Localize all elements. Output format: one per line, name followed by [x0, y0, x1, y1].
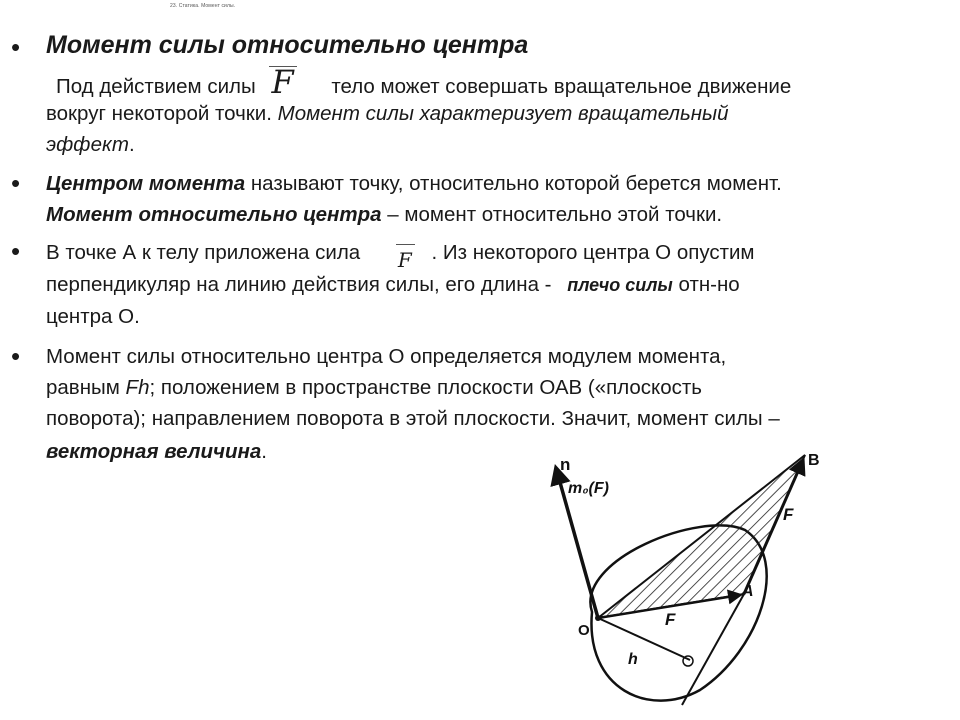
text-span: ; положением в пространстве плоскости ОАВ («плоскость — [149, 376, 702, 399]
label-n: n — [560, 455, 571, 474]
text-span: вокруг некоторой точки. — [46, 102, 272, 125]
label-h: h — [628, 651, 638, 668]
bold-italic-term: Момент относительно центра — [46, 203, 382, 226]
bullet-marker: • — [11, 236, 21, 266]
force-vector-symbol: F — [397, 248, 412, 272]
bold-italic-term: Центром момента — [46, 172, 246, 195]
paragraph-line — [46, 376, 702, 400]
text-span: . Из некоторого центра О опустим — [431, 241, 755, 264]
bold-italic-term: плечо силы — [567, 275, 673, 295]
perpendicular-h-line — [598, 618, 690, 660]
label-b: B — [808, 452, 820, 469]
right-angle-marker — [683, 656, 693, 666]
text-span: – момент относительно этой точки. — [387, 203, 723, 226]
text-span: . — [261, 440, 267, 463]
paragraph-line — [46, 102, 729, 126]
paragraph-line — [46, 133, 135, 157]
paragraph-line — [46, 172, 782, 196]
text-span: Под действием силы — [56, 75, 256, 98]
label-o: O — [578, 622, 590, 639]
label-f-edge: F — [783, 505, 794, 524]
text-span: В точке А к телу приложена сила — [46, 241, 361, 264]
paragraph-line — [46, 203, 722, 227]
paragraph-line — [46, 440, 267, 464]
slide-header-note: 23. Статика. Момент силы. — [170, 3, 236, 9]
paragraph-line — [46, 240, 755, 272]
bold-italic-term: векторная величина — [46, 440, 262, 463]
text-span: перпендикуляр на линию действия силы, его длина - — [46, 273, 552, 296]
text-span: . — [128, 133, 135, 156]
moment-diagram — [535, 440, 820, 720]
bullet-marker: • — [11, 32, 21, 62]
label-moment: m₀(F) — [568, 480, 609, 497]
italic-text: Fh — [125, 376, 150, 399]
paragraph-line: Момент силы относительно центра О определяется модулем момента, — [46, 345, 727, 368]
hatched-triangle-oab — [598, 455, 805, 618]
paragraph-line: поворота); направлением поворота в этой плоскости. Значит, момент силы – — [46, 407, 780, 430]
text-span: тело может совершать вращательное движение — [331, 75, 792, 98]
bullet-marker: • — [11, 168, 21, 198]
label-f-inner: F — [665, 610, 676, 629]
section-title: Момент силы относительно центра — [46, 31, 529, 59]
force-action-line — [682, 594, 744, 705]
paragraph-line — [46, 273, 740, 297]
text-span: называют точку, относительно которой берется момент. — [250, 172, 782, 195]
italic-text: Момент силы характеризует вращательный — [277, 102, 729, 125]
paragraph-line: центра О. — [46, 305, 140, 328]
paragraph-line — [56, 63, 792, 101]
point-o — [595, 615, 601, 621]
force-vector-symbol: F — [271, 63, 294, 101]
text-span: равным — [46, 376, 120, 399]
bullet-marker: • — [11, 341, 21, 371]
label-a: A — [742, 583, 754, 600]
italic-text: эффект — [46, 133, 129, 156]
text-span: отн-но — [678, 273, 740, 296]
